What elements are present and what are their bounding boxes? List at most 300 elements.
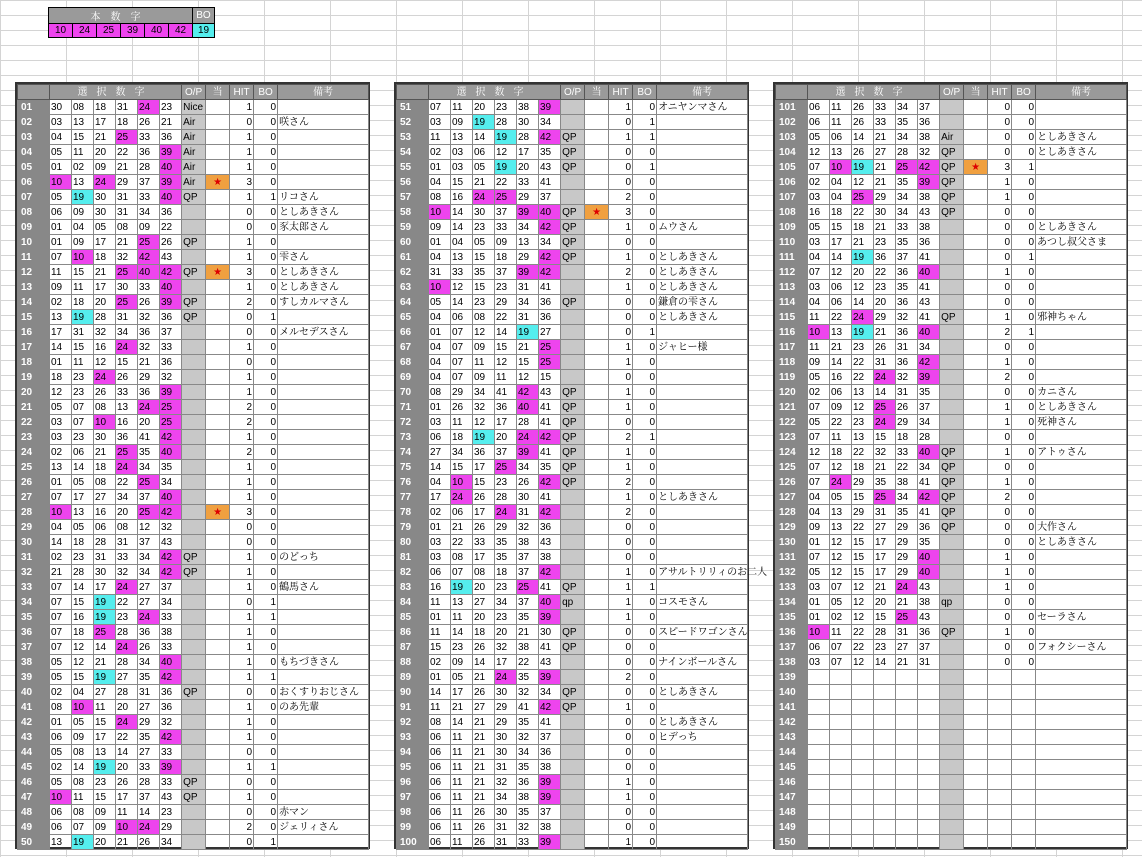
row-number: 98 (397, 805, 429, 820)
hit-star-icon (964, 175, 988, 190)
selected-number: 42 (539, 505, 561, 520)
table-row (18, 565, 369, 580)
selected-number: 07 (808, 400, 830, 415)
memo-cell: としあきさん (278, 205, 369, 220)
memo-cell: のあ先輩 (278, 700, 369, 715)
table-row (18, 505, 369, 520)
selected-number: 12 (830, 565, 852, 580)
selected-number (874, 670, 896, 685)
table-row (18, 355, 369, 370)
op-cell: QP (182, 190, 206, 205)
selected-number: 39 (160, 145, 182, 160)
op-cell (561, 355, 585, 370)
bonus-hit: 0 (254, 775, 278, 790)
selected-number: 21 (896, 655, 918, 670)
selected-number: 36 (517, 775, 539, 790)
selected-number: 20 (473, 610, 495, 625)
selected-number: 01 (50, 475, 72, 490)
memo-cell: としあきさん (657, 250, 748, 265)
selected-number: 36 (918, 520, 940, 535)
hit-star-icon (585, 235, 609, 250)
memo-cell (1036, 790, 1127, 805)
hit-star-icon (585, 595, 609, 610)
selected-number (808, 760, 830, 775)
selected-number: 13 (116, 400, 138, 415)
selected-number: 39 (539, 100, 561, 115)
row-number: 31 (18, 550, 50, 565)
selected-number: 20 (94, 835, 116, 850)
selected-number: 06 (429, 820, 451, 835)
selected-number: 41 (918, 250, 940, 265)
hit-count (988, 745, 1012, 760)
selected-number: 21 (852, 235, 874, 250)
selected-number: 33 (138, 190, 160, 205)
selected-number (874, 820, 896, 835)
selected-number: 11 (451, 745, 473, 760)
selected-number: 05 (50, 745, 72, 760)
hit-count: 1 (230, 715, 254, 730)
bonus-hit: 0 (633, 565, 657, 580)
selected-number: 21 (116, 160, 138, 175)
selected-number: 15 (852, 550, 874, 565)
hit-count: 0 (988, 640, 1012, 655)
bonus-hit: 1 (1012, 160, 1036, 175)
selected-number: 26 (896, 400, 918, 415)
table-row (18, 640, 369, 655)
selected-number (808, 835, 830, 850)
hit-count: 1 (988, 190, 1012, 205)
hit-star-icon (206, 445, 230, 460)
op-cell (561, 175, 585, 190)
selected-number: 26 (852, 145, 874, 160)
op-cell: QP (182, 550, 206, 565)
op-cell (940, 115, 964, 130)
selected-number: 04 (429, 310, 451, 325)
selected-number: 21 (473, 745, 495, 760)
selected-number: 37 (160, 325, 182, 340)
selected-number: 26 (116, 775, 138, 790)
row-number: 36 (18, 625, 50, 640)
selected-number: 14 (451, 220, 473, 235)
selected-number (918, 745, 940, 760)
selected-number: 11 (451, 100, 473, 115)
selected-number: 08 (429, 715, 451, 730)
selected-number: 25 (495, 460, 517, 475)
row-number: 146 (776, 775, 808, 790)
memo-cell: もちづきさん (278, 655, 369, 670)
selected-number: 04 (50, 130, 72, 145)
winning-number: 39 (121, 24, 145, 38)
selected-number: 33 (874, 100, 896, 115)
selected-number: 25 (138, 475, 160, 490)
memo-cell: 鶴馬さん (278, 580, 369, 595)
selected-number: 21 (874, 220, 896, 235)
selected-number: 03 (50, 415, 72, 430)
selected-number: 37 (918, 400, 940, 415)
bonus-hit: 0 (633, 820, 657, 835)
row-number: 67 (397, 340, 429, 355)
selected-number: 21 (473, 715, 495, 730)
selected-number: 39 (539, 670, 561, 685)
memo-cell: フォクシーさん (1036, 640, 1127, 655)
selected-number: 18 (451, 430, 473, 445)
hit-star-icon (206, 100, 230, 115)
hit-count: 0 (609, 370, 633, 385)
selected-number (808, 820, 830, 835)
selected-number: 21 (473, 730, 495, 745)
row-number: 46 (18, 775, 50, 790)
hit-star-icon (206, 400, 230, 415)
selected-number: 33 (138, 760, 160, 775)
memo-cell: としあきさん (1036, 220, 1127, 235)
selected-number: 31 (896, 340, 918, 355)
row-number: 74 (397, 445, 429, 460)
bonus-hit: 0 (254, 685, 278, 700)
selected-number: 24 (138, 100, 160, 115)
hit-count (988, 700, 1012, 715)
op-cell: QP (182, 295, 206, 310)
bonus-hit: 0 (254, 625, 278, 640)
bonus-hit: 0 (254, 280, 278, 295)
selected-number: 13 (72, 175, 94, 190)
table-row (397, 280, 748, 295)
selected-number: 05 (72, 715, 94, 730)
selected-number: 30 (495, 730, 517, 745)
row-number: 64 (397, 295, 429, 310)
row-number: 59 (397, 220, 429, 235)
selected-number: 13 (830, 325, 852, 340)
hit-count: 0 (988, 595, 1012, 610)
hit-star-icon (206, 250, 230, 265)
table-row (776, 520, 1127, 535)
selected-number: 08 (473, 565, 495, 580)
bonus-hit: 0 (1012, 475, 1036, 490)
selected-number: 28 (495, 490, 517, 505)
row-number: 04 (18, 145, 50, 160)
selected-number: 25 (874, 490, 896, 505)
selected-number: 17 (473, 550, 495, 565)
selected-number: 03 (429, 415, 451, 430)
memo-cell (278, 610, 369, 625)
hit-count: 1 (230, 730, 254, 745)
selected-number: 32 (138, 340, 160, 355)
selected-number: 24 (874, 415, 896, 430)
selected-number: 17 (517, 145, 539, 160)
selected-number: 26 (473, 835, 495, 850)
selected-number: 09 (808, 355, 830, 370)
selected-number: 35 (160, 460, 182, 475)
winning-numbers-header: 本数字 (49, 8, 193, 24)
table-row (397, 160, 748, 175)
selected-number: 24 (852, 310, 874, 325)
memo-cell (657, 835, 748, 850)
selected-number: 41 (539, 490, 561, 505)
hit-count: 0 (988, 205, 1012, 220)
memo-cell (1036, 100, 1127, 115)
hit-count: 0 (609, 730, 633, 745)
row-number: 103 (776, 130, 808, 145)
hit-star-icon (206, 295, 230, 310)
row-number: 104 (776, 145, 808, 160)
table-row (18, 190, 369, 205)
op-cell (182, 595, 206, 610)
selected-number: 41 (517, 700, 539, 715)
selected-number: 01 (429, 325, 451, 340)
selected-number: 37 (160, 580, 182, 595)
selected-number: 35 (138, 730, 160, 745)
table-row (776, 595, 1127, 610)
selected-number: 17 (495, 655, 517, 670)
selected-number: 13 (517, 235, 539, 250)
bonus-hit: 0 (633, 460, 657, 475)
selected-number: 34 (138, 550, 160, 565)
selected-number (830, 685, 852, 700)
bonus-hit: 0 (254, 175, 278, 190)
selected-number: 19 (94, 760, 116, 775)
hit-count: 0 (609, 550, 633, 565)
corner-header (397, 85, 429, 100)
selected-number: 11 (72, 280, 94, 295)
table-row (397, 760, 748, 775)
selected-number: 42 (138, 250, 160, 265)
table-row (397, 430, 748, 445)
selected-number: 09 (451, 115, 473, 130)
memo-cell: としあきさん (657, 490, 748, 505)
hit-star-icon (964, 310, 988, 325)
row-number: 62 (397, 265, 429, 280)
selected-number: 19 (451, 580, 473, 595)
op-cell: QP (561, 160, 585, 175)
hit-count: 1 (609, 595, 633, 610)
selected-number: 14 (429, 460, 451, 475)
memo-cell (278, 565, 369, 580)
table-row (397, 460, 748, 475)
selected-number: 31 (517, 310, 539, 325)
selected-number: 18 (830, 205, 852, 220)
selected-number: 38 (539, 550, 561, 565)
selected-number: 42 (539, 700, 561, 715)
selected-number: 21 (874, 160, 896, 175)
selected-number: 14 (874, 385, 896, 400)
selected-number: 41 (918, 280, 940, 295)
selected-number: 37 (138, 790, 160, 805)
selected-number: 33 (160, 340, 182, 355)
hit-count: 1 (230, 580, 254, 595)
memo-cell (657, 760, 748, 775)
memo-cell: ジェリィさん (278, 820, 369, 835)
selected-number: 35 (539, 460, 561, 475)
table-row (776, 115, 1127, 130)
selected-number: 43 (160, 790, 182, 805)
op-cell: Air (182, 175, 206, 190)
selected-number: 22 (874, 265, 896, 280)
selected-number: 35 (539, 145, 561, 160)
memo-cell (278, 400, 369, 415)
row-number: 94 (397, 745, 429, 760)
selected-number: 24 (495, 505, 517, 520)
bonus-hit: 0 (633, 250, 657, 265)
selected-number: 21 (830, 340, 852, 355)
selected-number: 08 (72, 775, 94, 790)
selected-number: 02 (50, 685, 72, 700)
memo-cell (278, 370, 369, 385)
selected-number: 18 (852, 220, 874, 235)
selected-number: 36 (473, 445, 495, 460)
selected-number: 21 (451, 700, 473, 715)
selected-number: 38 (160, 625, 182, 640)
hit-star-icon (964, 280, 988, 295)
table-row (18, 415, 369, 430)
memo-cell (1036, 805, 1127, 820)
table-row (776, 355, 1127, 370)
selected-number: 08 (116, 520, 138, 535)
selected-number: 33 (116, 550, 138, 565)
selected-number: 33 (517, 835, 539, 850)
hit-star-icon (585, 115, 609, 130)
selected-number: 23 (160, 100, 182, 115)
selected-number: 22 (852, 625, 874, 640)
hit-count: 0 (988, 610, 1012, 625)
selected-number: 04 (808, 250, 830, 265)
hit-count: 0 (988, 115, 1012, 130)
winning-number: 10 (49, 24, 73, 38)
table-row (18, 550, 369, 565)
bonus-hit: 0 (254, 430, 278, 445)
memo-cell (278, 625, 369, 640)
bonus-hit: 0 (633, 385, 657, 400)
selected-number: 28 (116, 655, 138, 670)
op-cell (182, 370, 206, 385)
hit-count: 0 (230, 835, 254, 850)
table-row (18, 325, 369, 340)
hit-count: 1 (609, 385, 633, 400)
sheet-3 (773, 82, 1128, 849)
memo-cell (657, 370, 748, 385)
bonus-hit: 0 (633, 760, 657, 775)
hit-mark-header: 当 (964, 85, 988, 100)
selected-number: 21 (451, 520, 473, 535)
selected-number (808, 730, 830, 745)
table-row (397, 715, 748, 730)
selected-number: 29 (495, 295, 517, 310)
row-number: 132 (776, 565, 808, 580)
table-row (18, 775, 369, 790)
hit-star-icon (964, 505, 988, 520)
selected-number: 25 (874, 400, 896, 415)
row-number: 40 (18, 685, 50, 700)
bonus-hit: 0 (254, 535, 278, 550)
bonus-hit: 0 (254, 460, 278, 475)
row-number: 38 (18, 655, 50, 670)
selected-number: 21 (94, 265, 116, 280)
selected-number: 15 (72, 265, 94, 280)
selected-number: 36 (160, 205, 182, 220)
memo-cell (657, 175, 748, 190)
op-cell (561, 265, 585, 280)
hit-count: 0 (609, 175, 633, 190)
op-cell: QP (940, 175, 964, 190)
selected-number: 33 (160, 610, 182, 625)
selected-number: 41 (539, 415, 561, 430)
memo-cell: リコさん (278, 190, 369, 205)
table-row (18, 490, 369, 505)
selected-number: 19 (72, 190, 94, 205)
hit-count: 0 (988, 235, 1012, 250)
op-cell: QP (561, 130, 585, 145)
selected-number: 36 (138, 145, 160, 160)
selected-number: 22 (830, 415, 852, 430)
bonus-hit (1012, 670, 1036, 685)
selected-number: 01 (808, 535, 830, 550)
selected-number: 39 (517, 445, 539, 460)
selected-number: 15 (852, 565, 874, 580)
bonus-hit (1012, 745, 1036, 760)
bonus-hit: 0 (254, 700, 278, 715)
memo-cell (657, 160, 748, 175)
op-cell (940, 385, 964, 400)
op-cell: QP (940, 625, 964, 640)
selected-number (852, 820, 874, 835)
hit-star-icon (964, 670, 988, 685)
hit-star-icon (585, 370, 609, 385)
selected-number: 03 (429, 550, 451, 565)
selected-number: 05 (808, 565, 830, 580)
row-number: 108 (776, 205, 808, 220)
hit-count: 0 (230, 685, 254, 700)
row-number: 145 (776, 760, 808, 775)
selected-number: 20 (116, 700, 138, 715)
hit-star-icon (585, 775, 609, 790)
selected-number: 36 (896, 355, 918, 370)
table-row (18, 145, 369, 160)
selected-number: 33 (473, 535, 495, 550)
hit-star-icon (206, 220, 230, 235)
selected-number: 35 (495, 535, 517, 550)
row-number: 134 (776, 595, 808, 610)
table-row (397, 115, 748, 130)
selected-number: 38 (517, 535, 539, 550)
hit-count: 0 (609, 325, 633, 340)
selected-number: 43 (918, 295, 940, 310)
hit-star-icon (206, 655, 230, 670)
selected-number: 27 (138, 580, 160, 595)
op-header: O/P (940, 85, 964, 100)
hit-count: 2 (230, 445, 254, 460)
selected-number: 23 (874, 640, 896, 655)
selected-number: 22 (852, 445, 874, 460)
hit-count: 0 (609, 115, 633, 130)
row-number: 73 (397, 430, 429, 445)
table-row (776, 340, 1127, 355)
selected-number: 25 (116, 445, 138, 460)
selected-number: 17 (874, 535, 896, 550)
hit-star-icon (964, 340, 988, 355)
selected-number: 07 (808, 160, 830, 175)
selected-number: 26 (94, 385, 116, 400)
selected-number: 14 (473, 655, 495, 670)
selected-number: 08 (451, 550, 473, 565)
selected-number (830, 700, 852, 715)
selected-number: 15 (116, 355, 138, 370)
memo-cell: すしカルマさん (278, 295, 369, 310)
row-number: 75 (397, 460, 429, 475)
selected-number: 36 (874, 250, 896, 265)
hit-count: 0 (609, 535, 633, 550)
memo-cell: アトゥさん (1036, 445, 1127, 460)
selected-number: 34 (138, 460, 160, 475)
hit-star-icon (964, 685, 988, 700)
selected-number: 15 (830, 220, 852, 235)
